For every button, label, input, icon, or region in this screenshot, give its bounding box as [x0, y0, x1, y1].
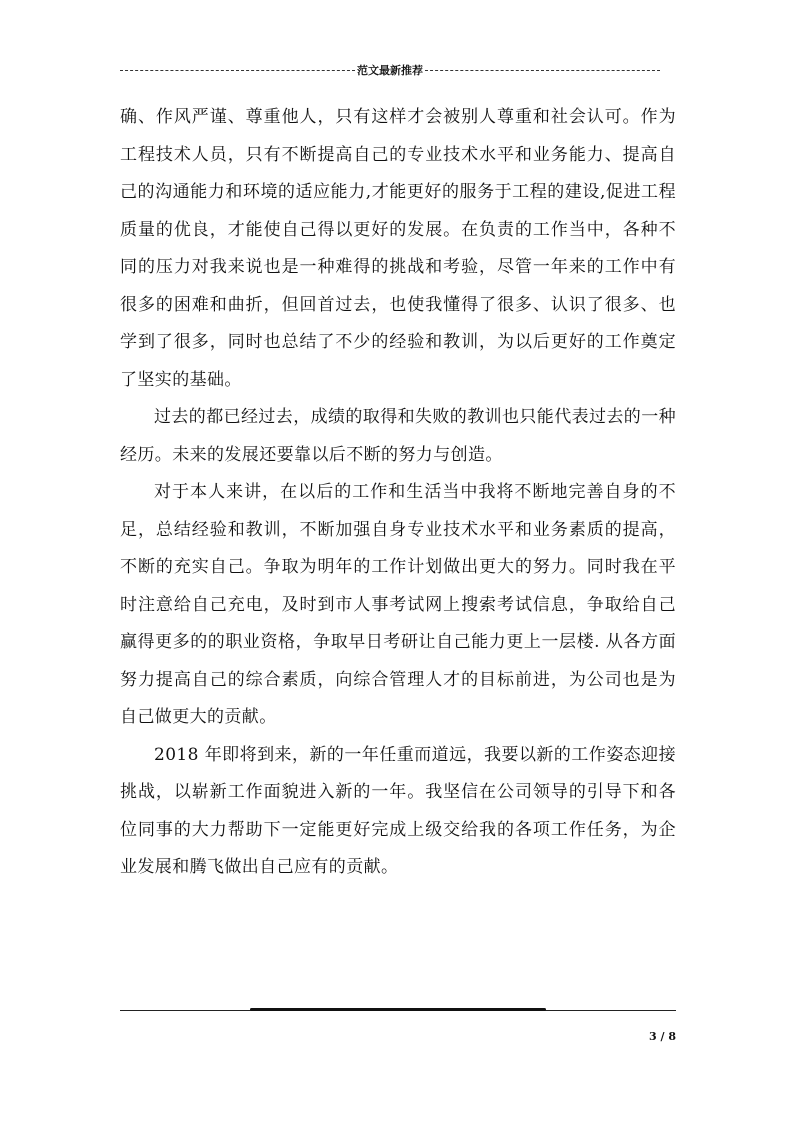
- paragraph: 2018 年即将到来，新的一年任重而道远，我要以新的工作姿态迎接挑战，以崭新工作面貌进入新的一年。我坚信在公司领导的引导下和各位同事的大力帮助下一定能更好完成上级交给我的各项工作任务，为企业发展和腾飞做出自己应有的贡献。: [120, 744, 676, 877]
- header-dashed-rule-left: [120, 70, 355, 71]
- paragraph: 对于本人来讲，在以后的工作和生活当中我将不断地完善自身的不足，总结经验和教训，不断加强自身专业技术水平和业务素质的提高，不断的充实自己。争取为明年的工作计划做出更大的努力。同时我在平时注意给自己充电，及时到市人事考试网上搜索考试信息，争取给自己赢得更多的的职业资格，争取早日考研让自己能力更上一层楼. 从各方面努力提高自己的综合素质，向综合管理人才的目标前进，为公司也是为自己做更大的贡献。: [120, 482, 676, 727]
- header-title: 范文最新推荐: [357, 64, 423, 77]
- paragraph: 过去的都已经过去，成绩的取得和失败的教训也只能代表过去的一种经历。未来的发展还要靠以后不断的努力与创造。: [120, 407, 676, 465]
- header-dashed-rule-right: [425, 70, 660, 71]
- page-number: 3 / 8: [649, 1030, 676, 1043]
- paragraph-continued: 确、作风严谨、尊重他人，只有这样才会被别人尊重和社会认可。作为工程技术人员，只有不断提高自己的专业技术水平和业务能力、提高自己的沟通能力和环境的适应能力,才能更好的服务于工程的建设,促进工程质量的优良，才能使自己得以更好的发展。在负责的工作当中，各种不同的压力对我来说也是一种难得的挑战和考验，尽管一年来的工作中有很多的困难和曲折，但回首过去，也使我懂得了很多、认识了很多、也学到了很多，同时也总结了不少的经验和教训，为以后更好的工作奠定了坚实的基础。: [120, 107, 676, 390]
- page-header: [120, 60, 660, 80]
- document-body: [120, 99, 676, 887]
- footer-rule-accent: [250, 1008, 546, 1011]
- footer-rule: [120, 1010, 676, 1011]
